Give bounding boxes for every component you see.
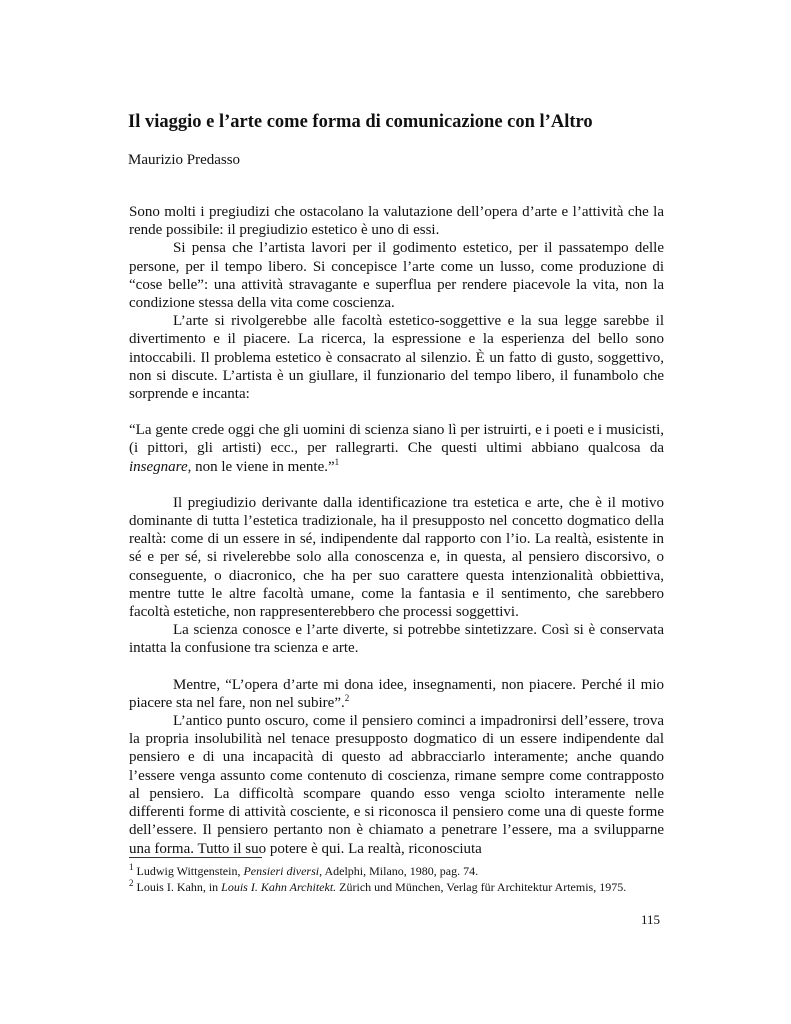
kahn-quote: [129, 676, 664, 712]
author-name: Maurizio Predasso: [128, 152, 241, 168]
footnote-2-text-end: Zürich und München, Verlag für Architektur Artemis, 1975.: [336, 879, 627, 894]
footnote-2-title: Louis I. Kahn Architekt.: [221, 879, 337, 894]
quote-emphasis: insegnare: [129, 458, 188, 475]
kahn-quote-text: Mentre, “L’opera d’arte mi dona idee, insegnamenti, non piacere. Perché il mio piacere sta nel fare, non nel subire”.: [129, 676, 664, 711]
quote-text-start: “La gente crede oggi che gli uomini di scienza siano lì per istruirti, e i poeti e i musicisti, (i pittori, gli artisti) ecc., per rallegrarti. Che questi ultimi abbiano qualcosa da: [129, 422, 664, 457]
footnote-2: [129, 877, 669, 896]
paragraph-2: Si pensa che l’artista lavori per il godimento estetico, per il passatempo delle persone, per il tempo libero. Si concepisce l’arte come un lusso, come produzione di “cose belle”: una attività stravagante e superflua per rendere piacevole la vita, non la condizione stessa della vita come coscienza.: [129, 240, 664, 312]
footnote-ref-1[interactable]: 1: [334, 456, 340, 467]
paragraph-5: La scienza conosce e l’arte diverte, si potrebbe sintetizzare. Così si è conservata intatta la confusione tra scienza e arte.: [129, 622, 664, 657]
footnote-1-title: Pensieri diversi: [243, 864, 320, 878]
footnote-1-text-end: , Adelphi, Milano, 1980, pag. 74.: [319, 864, 479, 878]
paragraph-6: L’antico punto oscuro, come il pensiero cominci a impadronirsi dell’essere, trova la propria insolubilità nel tenace presupposto dogmatico di un essere indipendente dal pensiero e di una incapacità di questo ad abbracciarlo interamente; anche quando l’essere venga assunto come contenuto di coscienza, rimane sempre come contrapposto al pensiero. La difficoltà scompare quando esso venga sciolto interamente nelle differenti forme di attività cosciente, e si riconosca il pensiero come una di queste forme dell’essere. Il pensiero pertanto non è chiamato a penetrare l’essere, ma a svilupparne una forma. Tutto il suo potere è qui. La realtà, riconosciuta: [129, 713, 664, 857]
footnote-1-number: 1: [129, 862, 134, 872]
page-number: 115: [641, 912, 661, 927]
article-body: [129, 203, 664, 858]
footnote-separator: [129, 857, 262, 858]
paragraph-4: Il pregiudizio derivante dalla identificazione tra estetica e arte, che è il motivo dominante di tutta l’estetica tradizionale, ha il presupposto nel concetto dogmatico della realtà: come di un essere in sé, indipendente dal rapporto con l’io. La realtà, esistente in sé e per sé, si rivelerebbe solo alla conoscenza e, in questa, al pensiero discorsivo, o conseguente, o diacronico, che ha per suo carattere questa intenzionalità obbiettiva, mentre tutte le altre facoltà umane, come la fantasia e il sentimento, che sarebbero facoltà estetiche, non rappresenterebbero che processi soggettivi.: [129, 494, 664, 621]
footnote-2-text-start: Louis I. Kahn, in: [133, 879, 222, 894]
article-title: Il viaggio e l’arte come forma di comunicazione con l’Altro: [128, 112, 593, 132]
wittgenstein-quote: [129, 421, 664, 476]
quote-text-end: , non le viene in mente.”: [187, 458, 335, 475]
footnote-2-number: 2: [129, 877, 134, 888]
footnote-ref-2[interactable]: 2: [344, 692, 350, 703]
paragraph-1: Sono molti i pregiudizi che ostacolano la valutazione dell’opera d’arte e l’attività che la rende possibile: il pregiudizio estetico è uno di essi.: [129, 204, 664, 239]
footnotes: [129, 864, 669, 895]
paragraph-3: L’arte si rivolgerebbe alle facoltà estetico-soggettive e la sua legge sarebbe il divertimento e il piacere. La ricerca, la espressione e la esperienza del bello sono intoccabili. Il problema estetico è consacrato al silenzio. È un fatto di gusto, soggettivo, non si discute. L’artista è un giullare, il funzionario del tempo libero, il funambolo che sorprende e incanta:: [129, 313, 664, 403]
footnote-1-text-start: Ludwig Wittgenstein,: [133, 864, 244, 878]
footnote-1: [129, 864, 669, 880]
